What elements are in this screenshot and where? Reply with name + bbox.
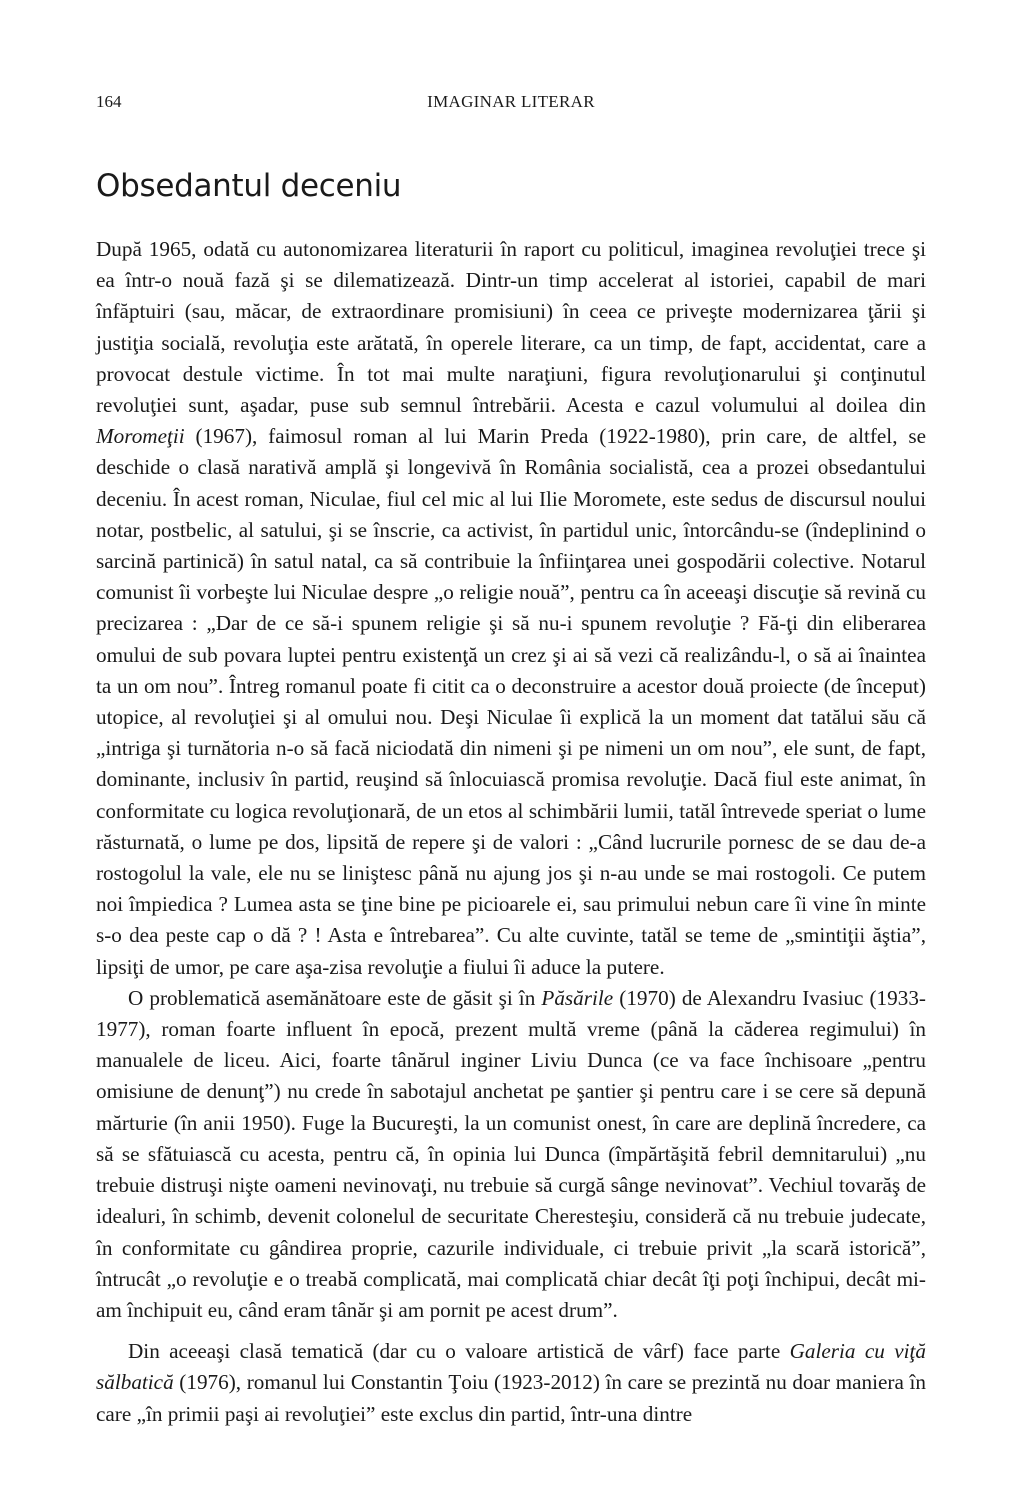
running-head [96,92,926,116]
paragraph-1 [96,234,926,983]
paragraph-3-text-a: Din aceeaşi clasă tematică (dar cu o valoare artistică de vârf) face parte [128,1339,790,1364]
book-title-morometii: Moromeţii [96,424,185,449]
book-title-galeria: Galeria cu viţă sălbatică [96,1339,926,1395]
running-title: IMAGINAR LITERAR [427,92,595,111]
body-text [96,234,926,1430]
book-title-pasarile: Păsările [541,985,614,1010]
paragraph-3-text-b: (1976), romanul lui Constantin Ţoiu (1923-2012) în care se prezintă nu doar maniera în care „în primii paşi ai revoluţiei” este exclus din partid, într-una dintre [96,1370,926,1426]
paragraph-1-text-a: După 1965, odată cu autonomizarea literaturii în raport cu politicul, imaginea revoluţiei trece şi ea într-o nouă fază şi se dilematizează. Dintr-un timp accelerat al istoriei, capabil de mari înfăptuiri (sau, măcar, de extraordinare promisiuni) în ceea ce priveşte modernizarea ţării şi justiţia socială, revoluţia este arătată, în operele literare, ca un timp, de fapt, accidentat, care a provocat destule victime. În tot mai multe naraţiuni, figura revoluţionarului şi conţinutul revoluţiei sunt, aşadar, puse sub semnul întrebării. Acesta e cazul volumului al doilea din [96,237,926,418]
paragraph-3 [96,1336,926,1430]
page-number: 164 [96,92,122,111]
paragraph-2-text-a: O problematică asemănătoare este de găsit şi în [128,985,542,1010]
paragraph-2 [96,983,926,1326]
chapter-title: Obsedantul deceniu [96,168,402,204]
paragraph-1-text-b: (1967), faimosul roman al lui Marin Preda (1922-1980), prin care, de altfel, se deschide o clasă narativă amplă şi longevivă în România socialistă, cea a prozei obsedantului deceniu. În acest roman, Niculae, fiul cel mic al lui Ilie Moromete, este sedus de discursul noului notar, postbelic, al satului, şi se înscrie, ca activist, în partidul unic, întorcându-se (îndeplinind o sarcină partinică) în satul natal, ca să contribuie la înfiinţarea unei gospodării colective. Notarul comunist îi vorbeşte lui Niculae despre „o religie nouă”, pentru ca în aceeaşi discuţie să revină cu precizarea : „Dar de ce să-i spunem religie şi să nu-i spunem revoluţie ? Fă-ţi din eliberarea omului de sub povara luptei pentru existenţă un crez şi ai să vezi că realizându-l, o să ai înaintea ta un om nou”. Întreg romanul poate fi citit ca o deconstruire a acestor două proiecte (de început) utopice, al revoluţiei şi al omului nou. Deşi Niculae îi explică la un moment dat tatălui său că „intriga şi turnătoria n-o să facă niciodată din nimeni şi pe nimeni un om nou”, ele sunt, de fapt, dominante, inclusiv în partid, reuşind să înlocuiască promisa revoluţie. Dacă fiul este animat, în conformitate cu logica revoluţionară, de un etos al schimbării lumii, tatăl întrevede speriat o lume răsturnată, o lume pe dos, lipsită de repere şi de valori : „Când lucrurile pornesc de se dau de-a rostogolul la vale, ele nu se liniştesc până nu ajung jos şi n-au unde se mai rostogoli. Ce putem noi împiedica ? Lumea asta se ţine bine pe picioarele ei, sau primului nebun care îi vine în minte s-o dea peste cap o dă ? ! Asta e întrebarea”. Cu alte cuvinte, tatăl se teme de „smintiţii ăştia”, lipsiţi de umor, pe care aşa-zisa revoluţie a fiului îi aduce la putere. [96,424,926,979]
paragraph-2-text-b: (1970) de Alexandru Ivasiuc (1933-1977), roman foarte influent în epocă, prezent multă vreme (până la căderea regimului) în manualele de liceu. Aici, foarte tânărul inginer Liviu Dunca (ce va face închisoare „pentru omisiune de denunţ”) nu crede în sabotajul anchetat pe şantier şi pentru care i se cere să depună mărturie (în anii 1950). Fuge la Bucureşti, la un comunist onest, în care are deplină încredere, ca să se sfătuiască cu acesta, pentru că, în opinia lui Dunca (împărtăşită febril demnitarului) „nu trebuie distruşi nişte oameni nevinovaţi, nu trebuie să curgă sânge nevinovat”. Vechiul tovarăş de idealuri, în schimb, devenit colonelul de securitate Cheresteşiu, consideră că nu trebuie judecate, în conformitate cu gândirea proprie, cazurile individuale, ci trebuie privit „la scară istorică”, întrucât „o revoluţie e o treabă complicată, mai complicată chiar decât îţi poţi închipui, decât mi-am închipuit eu, când eram tânăr şi am pornit pe acest drum”. [96,985,926,1322]
